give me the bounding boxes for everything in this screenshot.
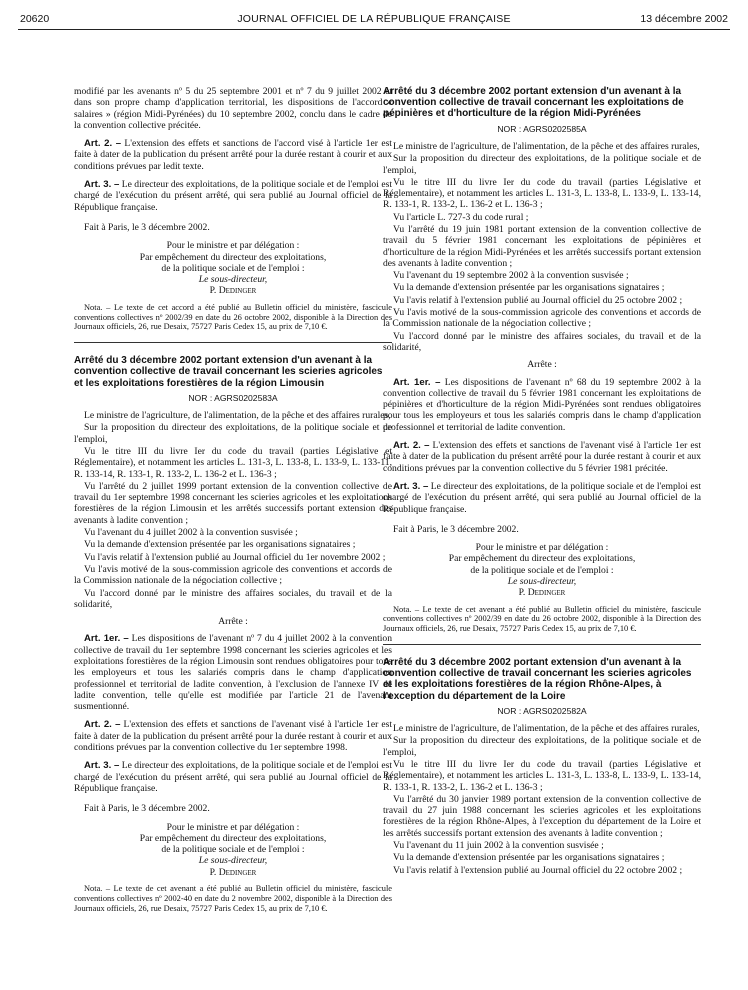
recital: Vu l'avenant du 11 juin 2002 à la convention susvisée ; — [393, 840, 604, 852]
fait-line: Fait à Paris, le 3 décembre 2002. — [84, 803, 210, 815]
signature-line: Par empêchement du directeur des exploitations, — [448, 553, 636, 565]
decree-title: Arrêté du 3 décembre 2002 portant extension d'un avenant à la convention collective de travail concernant les scieries agricoles et les exploitations forestières de la région Limousin — [74, 355, 383, 389]
nota-note: Nota. – Le texte de cet avenant a été publié au Bulletin officiel du ministère, fascicule conventions collectives nº 2002/39 en date du 26 octobre 2002, disponible à la Direction des Journaux officiels, 26, rue Desaix, 75727 Paris Cedex 15, au prix de 7,10 €. — [383, 604, 701, 634]
recital: Vu l'avenant du 19 septembre 2002 à la convention susvisée ; — [393, 270, 629, 282]
page-number: 20620 — [20, 13, 50, 25]
article-label: Art. 3. – — [84, 760, 120, 772]
recital: Le ministre de l'agriculture, de l'alimentation, de la pêche et des affaires rurales, — [393, 140, 700, 152]
signature-line: de la politique sociale et de l'emploi : — [470, 564, 614, 576]
recital: Sur la proposition du directeur des exploitations, de la politique sociale et de l'emploi, — [74, 422, 392, 445]
article-3 — [74, 179, 392, 213]
recital: Sur la proposition du directeur des exploitations, de la politique sociale et de l'emploi, — [383, 735, 701, 758]
article-text: Le directeur des exploitations, de la politique sociale et de l'emploi est chargé de l'exécution du présent arrêté, qui sera publié au Journal officiel de la République française. — [74, 179, 392, 213]
signature-line: de la politique sociale et de l'emploi : — [161, 262, 305, 274]
recital: Vu l'arrêté du 19 juin 1981 portant extension de la convention collective de travail du 5 février 1981 concernant les exploitations de pépinières et d'horticulture de la région Midi-Pyrénées et les arrêtés successifs portant extension des avenants à ladite convention ; — [383, 223, 701, 269]
recital: Sur la proposition du directeur des exploitations, de la politique sociale et de l'emploi, — [383, 153, 701, 176]
recital: Le ministre de l'agriculture, de l'alimentation, de la pêche et des affaires rurales, — [393, 723, 700, 735]
intro-paragraph: modifié par les avenants nº 5 du 25 septembre 2001 et nº 7 du 9 juillet 2002 et dans son propre champ d'application territorial, les dispositions de l'accord « salaires » (région Midi-Pyrénées) du 10 septembre 2002, conclu dans le cadre de la convention collective précitée. — [74, 86, 392, 131]
signature-line: Pour le ministre et par délégation : — [475, 542, 609, 554]
arrete-heading: Arrête : — [218, 616, 248, 628]
recital: Vu l'arrêté du 30 janvier 1989 portant extension de la convention collective de travail du 27 juin 1988 concernant les scieries agricoles et les exploitations forestières de la région Rhône-Alpes, à l'exception du département de la Loire et les arrêtés successifs portant extension des avenants à ladite convention ; — [383, 793, 701, 839]
article-1 — [74, 633, 392, 712]
signature-line: Pour le ministre et par délégation : — [166, 240, 300, 252]
signature-role: Le sous-directeur, — [198, 274, 268, 286]
signature-name: P. Dedinger — [209, 866, 257, 878]
article-text: Les dispositions de l'avenant nº 68 du 19 septembre 2002 à la convention collective de travail du 5 février 1981 concernant les exploitations de pépinières et d'horticulture de la région Midi-Pyrénées sont rendues obligatoires pour tous les employeurs et tous les salariés compris dans le champ d'application professionnel et territorial de ladite convention. — [383, 376, 701, 433]
recital: Vu la demande d'extension présentée par les organisations signataires ; — [393, 852, 665, 864]
recital: Vu la demande d'extension présentée par les organisations signataires ; — [84, 539, 356, 551]
recital: Vu l'accord donné par le ministre des affaires sociales, du travail et de la solidarité, — [383, 330, 701, 353]
signature-name: P. Dedinger — [518, 587, 566, 599]
recital: Vu l'avis relatif à l'extension publié au Journal officiel du 25 octobre 2002 ; — [393, 294, 683, 306]
article-text: Le directeur des exploitations, de la politique sociale et de l'emploi est chargé de l'exécution du présent arrêté, qui sera publié au Journal officiel de la République française. — [383, 480, 701, 515]
recital: Vu la demande d'extension présentée par les organisations signataires ; — [393, 282, 665, 294]
recital: Vu l'avenant du 4 juillet 2002 à la convention susvisée ; — [84, 527, 298, 539]
right-column — [383, 86, 701, 877]
recital: Vu l'arrêté du 2 juillet 1999 portant extension de la convention collective de travail du 1er septembre 1998 concernant les scieries agricoles et les exploitations forestières de la région Limousin et les arrêtés successifs portant extension des avenants à ladite convention ; — [74, 480, 392, 526]
article-label: Art. 3. – — [84, 179, 120, 191]
signature-line: Par empêchement du directeur des exploitations, — [139, 251, 327, 263]
article-label: Art. 2. – — [84, 138, 122, 150]
article-label: Art. 2. – — [393, 440, 430, 452]
recital: Vu le titre III du livre Ier du code du travail (parties Législative et Réglementaire), et notamment les articles L. 131-3, L. 133-8, L. 133-9, L. 133-14, R. 133-1, R. 133-2, L. 136-2 et L. 136-3 ; — [383, 758, 701, 793]
header-rule — [18, 29, 730, 30]
recital: Vu le titre III du livre Ier du code du travail (parties Législative et Réglementaire), et notamment les articles L. 131-3, L. 133-8, L. 133-9, L. 133-11, R. 133-14, R. 133-1, R. 133-2, L. 136-2 et L. 136-3 ; — [74, 445, 392, 480]
nota-note: Nota. – Le texte de cet avenant a été publié au Bulletin officiel du ministère, fascicule conventions collectives nº 2002-40 en date du 2 novembre 2002, disponible à la Direction des Journaux officiels, 26, rue Desaix, 75727 Paris Cedex 15, au prix de 7,10 €. — [74, 884, 392, 913]
article-label: Art. 2. – — [84, 719, 121, 731]
article-1 — [383, 377, 701, 433]
article-label: Art. 1er. – — [393, 376, 441, 388]
signature-line: Pour le ministre et par délégation : — [166, 821, 300, 833]
article-2 — [74, 138, 392, 172]
article-text: L'extension des effets et sanctions de l'avenant visé à l'article 1er est faite à dater de la publication du présent arrêté pour la durée restant à courir et aux conditions prévues par la convention collective du 1er septembre 1998. — [74, 719, 392, 754]
nor-reference: NOR : AGRS0202582A — [497, 705, 587, 716]
recital: Le ministre de l'agriculture, de l'alimentation, de la pêche et des affaires rurales, — [84, 410, 391, 422]
recital: Vu l'avis relatif à l'extension publié au Journal officiel du 22 octobre 2002 ; — [393, 864, 683, 876]
article-2 — [74, 719, 392, 753]
nor-reference: NOR : AGRS0202583A — [188, 392, 278, 403]
issue-date: 13 décembre 2002 — [640, 13, 728, 25]
signature-name: P. Dedinger — [209, 285, 257, 297]
article-label: Art. 1er. – — [84, 633, 129, 645]
article-text: Les dispositions de l'avenant nº 7 du 4 juillet 2002 à la convention collective de travail du 1er septembre 1998 concernant les scieries agricoles et les exploitations forestières de la région Limousin sont rendues obligatoires pour tous les employeurs et tous les salariés compris dans le champ d'application professionnel et territorial de ladite convention, à l'exclusion de l'annexe IV de ladite convention, telle qu'elle est modifiée par l'article 21 de l'avenant susmentionné. — [74, 633, 392, 713]
nota-note: Nota. – Le texte de cet accord a été publié au Bulletin officiel du ministère, fascicule conventions collectives nº 2002/39 en date du 26 octobre 2002, disponible à la Direction des Journaux officiels, 26, rue Desaix, 75727 Paris Cedex 15, au prix de 7,10 €. — [74, 302, 392, 332]
left-column — [74, 86, 392, 915]
page-header — [14, 10, 734, 28]
section-separator — [74, 342, 392, 343]
article-2 — [383, 440, 701, 474]
recital: Vu l'avis motivé de la sous-commission agricole des conventions et accords de la Commission nationale de la négociation collective ; — [74, 563, 392, 587]
decree-title: Arrêté du 3 décembre 2002 portant extension d'un avenant à la convention collective de travail concernant les exploitations de pépinières et d'horticulture de la région Midi-Pyrénées — [383, 86, 684, 120]
article-text: Le directeur des exploitations, de la politique sociale et de l'emploi est chargé de l'exécution du présent arrêté, qui sera publié au Journal officiel de la République française. — [74, 760, 392, 794]
fait-line: Fait à Paris, le 3 décembre 2002. — [393, 523, 519, 535]
arrete-heading: Arrête : — [527, 359, 557, 371]
section-separator — [383, 644, 701, 645]
article-label: Art. 3. – — [393, 480, 429, 492]
recital: Vu l'avis motivé de la sous-commission agricole des conventions et accords de la Commission nationale de la négociation collective ; — [383, 307, 701, 330]
signature-line: Par empêchement du directeur des exploitations, — [139, 832, 327, 844]
signature-role: Le sous-directeur, — [507, 576, 577, 587]
recital: Vu l'accord donné par le ministre des affaires sociales, du travail et de la solidarité, — [74, 587, 392, 610]
fait-line: Fait à Paris, le 3 décembre 2002. — [84, 221, 210, 233]
recital: Vu le titre III du livre Ier du code du travail (parties Législative et Réglementaire), et notamment les articles L. 131-3, L. 133-8, L. 133-9, L. 133-14, R. 133-1, R. 133-2, L. 136-2 et L. 136-3 ; — [383, 176, 701, 211]
article-3 — [74, 760, 392, 794]
article-3 — [383, 481, 701, 515]
decree-title: Arrêté du 3 décembre 2002 portant extension d'un avenant à la convention collective de travail concernant les scieries agricoles et les exploitations forestières de la région Rhône-Alpes, à l'exception du département de la Loire — [383, 656, 692, 702]
journal-title: JOURNAL OFFICIEL DE LA RÉPUBLIQUE FRANÇAISE — [237, 13, 511, 25]
nor-reference: NOR : AGRS0202585A — [497, 123, 587, 134]
recital: Vu l'avis relatif à l'extension publié au Journal officiel du 1er novembre 2002 ; — [84, 551, 386, 563]
article-text: L'extension des effets et sanctions de l'accord visé à l'article 1er est faite à dater de la publication du présent arrêté pour la durée restant à courir et aux conditions prévues par ledit texte. — [74, 138, 392, 172]
signature-role: Le sous-directeur, — [198, 855, 268, 867]
article-text: L'extension des effets et sanctions de l'avenant visé à l'article 1er est faite à dater de la publication du présent arrêté pour la durée restant à courir et aux conditions prévues par la convention collective du 5 février 1981 précitée. — [383, 440, 701, 474]
recital: Vu l'article L. 727-3 du code rural ; — [393, 211, 529, 223]
signature-line: de la politique sociale et de l'emploi : — [161, 844, 305, 856]
